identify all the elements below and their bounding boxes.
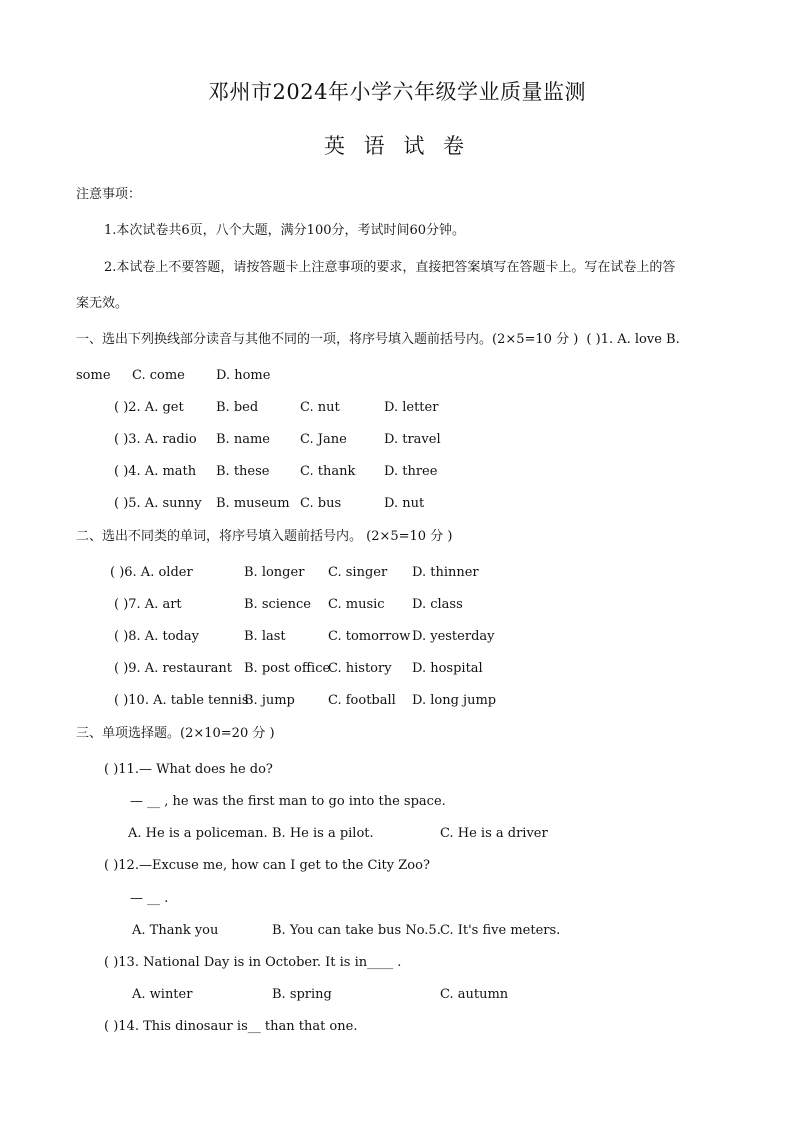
section2-heading: 二、选出不同类的单词，将序号填入题前括号内。 (2×5=10 分 ) <box>76 529 453 544</box>
q12-a: A. Thank you <box>132 923 219 938</box>
exam-subtitle: 英 语 试 卷 <box>323 134 471 158</box>
q3-b: B. name <box>216 432 270 447</box>
q13-c: C. autumn <box>440 987 509 1002</box>
q7-stem: ( )7. A. art <box>114 597 182 612</box>
q1-d-option: D. home <box>216 368 271 383</box>
q5-c: C. bus <box>300 496 342 511</box>
q5-stem: ( )5. A. sunny <box>114 496 202 511</box>
q14-stem: ( )14. This dinosaur is__ than that one. <box>104 1019 358 1034</box>
q10-d: D. long jump <box>412 693 497 708</box>
q7-d: D. class <box>412 597 463 612</box>
q6-b: B. longer <box>244 565 305 580</box>
q9-d: D. hospital <box>412 661 483 676</box>
section1-heading-text: 一、选出下列换线部分读音与其他不同的一项，将序号填入题前括号内。(2×5=10 分 ) <box>76 332 579 347</box>
q12-stem: ( )12.—Excuse me, how can I get to the City Zoo? <box>104 858 430 873</box>
q13-a: A. winter <box>132 987 193 1002</box>
note-item-2-cont: 案无效。 <box>76 296 129 311</box>
q6-stem: ( )6. A. older <box>110 565 193 580</box>
q3-d: D. travel <box>384 432 441 447</box>
q13-stem: ( )13. National Day is in October. It is in____ . <box>104 955 402 970</box>
q8-c: C. tomorrow <box>328 629 411 644</box>
q4-d: D. three <box>384 464 438 479</box>
q11-dialogue: — __ , he was the first man to go into the space. <box>130 794 446 809</box>
q10-c: C. football <box>328 693 396 708</box>
exam-title: 邓州市2024年小学六年级学业质量监测 <box>208 80 586 104</box>
q4-b: B. these <box>216 464 270 479</box>
q11-stem: ( )11.— What does he do? <box>104 762 273 777</box>
q11-a: A. He is a policeman. <box>128 826 268 841</box>
q2-d: D. letter <box>384 400 439 415</box>
q2-c: C. nut <box>300 400 340 415</box>
section1-heading <box>76 331 680 349</box>
q6-d: D. thinner <box>412 565 479 580</box>
q4-stem: ( )4. A. math <box>114 464 197 479</box>
q1-b-option: some <box>76 368 111 383</box>
q12-dialogue: — __ . <box>130 891 169 906</box>
note-item-2: 2.本试卷上不要答题，请按答题卡上注意事项的要求，直接把答案填写在答题卡上。写在试卷上的答 <box>104 260 676 275</box>
q8-b: B. last <box>244 629 286 644</box>
q5-d: D. nut <box>384 496 425 511</box>
section3-heading: 三、单项选择题。(2×10=20 分 ) <box>76 726 275 741</box>
notes-heading: 注意事项： <box>76 187 142 202</box>
q5-b: B. museum <box>216 496 290 511</box>
q1-start: ( )1. A. love B. <box>586 332 680 347</box>
q4-c: C. thank <box>300 464 356 479</box>
q12-b: B. You can take bus No.5. <box>272 923 441 938</box>
q13-b: B. spring <box>272 987 332 1002</box>
q11-b: B. He is a pilot. <box>272 826 374 841</box>
q10-stem: ( )10. A. table tennis <box>114 693 249 708</box>
q6-c: C. singer <box>328 565 388 580</box>
q1-c-option: C. come <box>132 368 185 383</box>
q10-b: B. jump <box>244 693 295 708</box>
q12-c: C. It's five meters. <box>440 923 561 938</box>
q3-stem: ( )3. A. radio <box>114 432 197 447</box>
q7-b: B. science <box>244 597 311 612</box>
q8-stem: ( )8. A. today <box>114 629 199 644</box>
q9-stem: ( )9. A. restaurant <box>114 661 232 676</box>
q2-b: B. bed <box>216 400 259 415</box>
q9-c: C. history <box>328 661 392 676</box>
q11-c: C. He is a driver <box>440 826 548 841</box>
q7-c: C. music <box>328 597 385 612</box>
q2-stem: ( )2. A. get <box>114 400 184 415</box>
note-item-1: 1.本次试卷共6页，八个大题，满分100分，考试时间60分钟。 <box>104 223 466 238</box>
q3-c: C. Jane <box>300 432 347 447</box>
q8-d: D. yesterday <box>412 629 495 644</box>
q9-b: B. post office <box>244 661 331 676</box>
